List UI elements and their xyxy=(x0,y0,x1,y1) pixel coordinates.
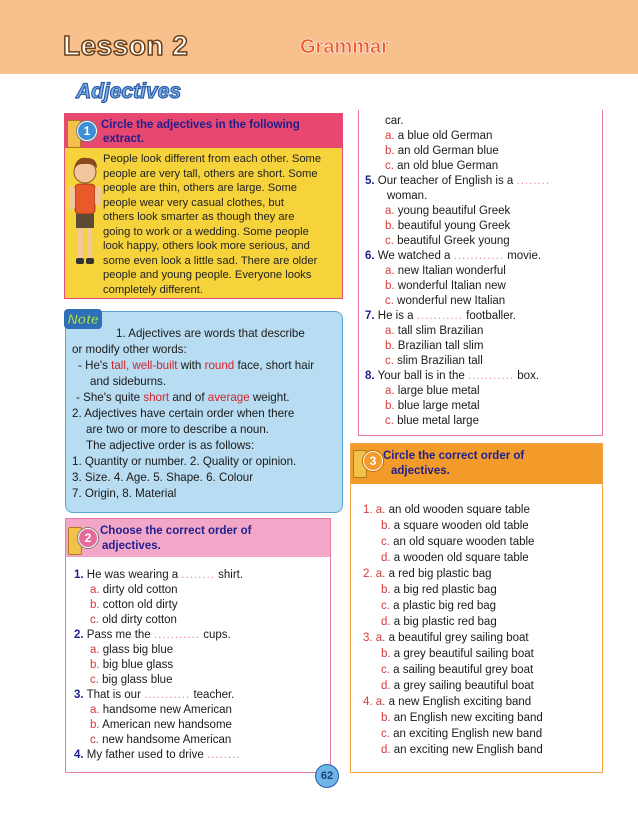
option[interactable] xyxy=(385,144,499,159)
option-text: dirty old cotton xyxy=(99,584,178,596)
option-letter: 1. a. xyxy=(363,504,386,516)
option-text: a big plastic red bag xyxy=(390,616,497,628)
exercise-number-badge: 2 xyxy=(78,528,98,548)
option-letter: b. xyxy=(381,712,391,724)
option[interactable] xyxy=(363,503,530,518)
question-5 xyxy=(365,174,550,189)
option-text: Brazilian tall slim xyxy=(394,340,484,352)
option[interactable] xyxy=(385,264,506,279)
option[interactable] xyxy=(90,583,178,598)
option-text: a beautiful grey sailing boat xyxy=(385,632,529,644)
option[interactable] xyxy=(90,673,172,688)
question-6 xyxy=(365,249,541,264)
option-text: an exciting new English band xyxy=(390,744,543,756)
question-number: 2. xyxy=(74,629,84,641)
option-letter: c. xyxy=(381,664,390,676)
extract-line: people and young people. Everyone looks xyxy=(103,269,312,281)
instruction-line: extract. xyxy=(103,133,144,145)
question-text: We watched a xyxy=(374,250,454,262)
exercise-2-continued xyxy=(358,110,603,436)
exercise-2 xyxy=(65,518,331,773)
option-letter: c. xyxy=(385,160,394,172)
question-text: box. xyxy=(514,370,540,382)
option-text: new handsome American xyxy=(98,734,232,746)
option-letter: c. xyxy=(381,600,390,612)
option-text: blue metal large xyxy=(393,415,479,427)
option-letter: b. xyxy=(90,659,100,671)
option[interactable] xyxy=(385,279,506,294)
note-highlight: average xyxy=(207,391,250,404)
answer-blank[interactable]: ........... xyxy=(144,689,191,701)
option[interactable] xyxy=(381,743,543,758)
option-letter: c. xyxy=(90,734,99,746)
option-letter: c. xyxy=(90,614,99,626)
option-text: wonderful Italian new xyxy=(394,280,506,292)
question-text: My father used to drive xyxy=(83,749,207,761)
option-letter: b. xyxy=(385,400,395,412)
question-number: 4. xyxy=(74,749,84,761)
instruction-line: Circle the adjectives in the following xyxy=(101,119,300,131)
option-text: a square wooden old table xyxy=(390,520,529,532)
option-text: big glass blue xyxy=(98,674,173,686)
exercise-1 xyxy=(64,113,343,299)
section-title: Grammar xyxy=(300,36,389,58)
option[interactable] xyxy=(385,339,483,354)
option-text: an exciting English new band xyxy=(389,728,543,740)
answer-blank[interactable]: ........... xyxy=(467,370,515,382)
option[interactable] xyxy=(381,727,542,742)
option-text: blue large metal xyxy=(394,400,480,412)
option-letter: b. xyxy=(90,719,100,731)
option-letter: a. xyxy=(385,265,395,277)
note-highlight: tall, well-built xyxy=(111,359,178,372)
question-4 xyxy=(74,748,241,763)
option-text: slim Brazilian tall xyxy=(393,355,483,367)
option-text: a plastic big red bag xyxy=(389,600,497,612)
note-badge: Note xyxy=(64,309,102,329)
option[interactable] xyxy=(90,643,173,658)
option[interactable] xyxy=(385,294,505,309)
option[interactable] xyxy=(381,663,533,678)
option-text: a blue old German xyxy=(394,130,493,142)
extract-line: look happy, others look more serious, and xyxy=(103,240,310,252)
option[interactable] xyxy=(385,129,492,144)
option-letter: c. xyxy=(385,415,394,427)
option-text: beautiful young Greek xyxy=(394,220,511,232)
option-letter: c. xyxy=(385,295,394,307)
question-text: teacher. xyxy=(190,689,235,701)
option[interactable] xyxy=(90,598,178,613)
question-number: 6. xyxy=(365,250,375,262)
note-line: The adjective order is as follows: xyxy=(86,439,255,452)
question-2 xyxy=(74,628,231,643)
option[interactable] xyxy=(363,631,529,646)
option-text: wonderful new Italian xyxy=(393,295,506,307)
option-text: young beautiful Greek xyxy=(394,205,511,217)
option-text: cotton old dirty xyxy=(99,599,178,611)
answer-blank[interactable]: ............ xyxy=(453,250,504,262)
question-text: cups. xyxy=(200,629,231,641)
option-text: a sailing beautiful grey boat xyxy=(389,664,534,676)
option-letter: b. xyxy=(385,340,395,352)
note-text: face, short hair xyxy=(234,359,315,372)
option-letter: d. xyxy=(381,616,391,628)
option-letter: c. xyxy=(385,235,394,247)
note-line: 3. Size. 4. Age. 5. Shape. 6. Colour xyxy=(72,471,254,484)
option-letter: b. xyxy=(381,584,391,596)
extract-line: some even look a little sad. There are older xyxy=(103,254,318,267)
option[interactable] xyxy=(385,324,483,339)
extract-line: people are very tall, others are short. Some xyxy=(103,167,318,180)
option[interactable] xyxy=(381,583,497,598)
note-highlight: round xyxy=(204,359,235,372)
option-letter: d. xyxy=(381,680,391,692)
question-3 xyxy=(74,688,234,703)
option[interactable] xyxy=(90,613,177,628)
option[interactable] xyxy=(381,519,529,534)
option-letter: a. xyxy=(385,385,395,397)
option-text: a wooden old square table xyxy=(390,552,529,564)
option[interactable] xyxy=(381,647,534,662)
question-text: Your ball is in the xyxy=(374,370,468,382)
question-4-continued: car. xyxy=(385,115,404,127)
option-letter: a. xyxy=(90,584,100,596)
option-text: an old blue German xyxy=(393,160,499,172)
extract-line: People look different from each other. Some xyxy=(103,153,322,165)
option[interactable] xyxy=(90,733,231,748)
question-text: footballer. xyxy=(462,310,517,322)
option-text: old dirty cotton xyxy=(98,614,177,626)
instruction-line: Circle the correct order of xyxy=(383,450,525,462)
option-letter: b. xyxy=(385,280,395,292)
note-text: with xyxy=(177,359,205,372)
option-letter: b. xyxy=(381,648,391,660)
option[interactable] xyxy=(385,204,510,219)
option-letter: a. xyxy=(385,325,395,337)
note-example-1 xyxy=(78,358,344,374)
option[interactable] xyxy=(381,679,534,694)
note-text: weight. xyxy=(249,391,290,404)
question-text: Our teacher of English is a xyxy=(374,175,517,187)
question-number: 3. xyxy=(74,689,84,701)
option-text: big blue glass xyxy=(99,659,174,671)
note-text: and of xyxy=(169,391,208,404)
option-letter: 4. a. xyxy=(363,696,386,708)
option-letter: d. xyxy=(381,552,391,564)
answer-blank[interactable]: ........ xyxy=(181,569,215,581)
exercise-number-badge: 3 xyxy=(363,451,383,471)
option-text: glass big blue xyxy=(99,644,174,656)
option[interactable] xyxy=(381,711,543,726)
option-text: an old square wooden table xyxy=(389,536,535,548)
question-number: 1. xyxy=(74,569,84,581)
question-1 xyxy=(74,568,243,583)
exercise-3-instruction xyxy=(383,449,524,479)
question-text: He was wearing a xyxy=(83,569,182,581)
note-line: 1. Quantity or number. 2. Quality or opinion. xyxy=(72,455,297,468)
option-letter: d. xyxy=(381,744,391,756)
exercise-2-instruction xyxy=(100,524,251,554)
note-line: or modify other words: xyxy=(72,343,187,356)
option[interactable] xyxy=(90,658,173,673)
option-text: American new handsome xyxy=(99,719,232,731)
extract-line: people are thin, others are large. Some xyxy=(103,182,298,194)
instruction-line: Choose the correct order of xyxy=(100,525,252,537)
question-text: woman. xyxy=(387,190,428,202)
option[interactable] xyxy=(381,551,529,566)
option-text: beautiful Greek young xyxy=(393,235,510,247)
note-line: are two or more to describe a noun. xyxy=(86,423,270,436)
option[interactable] xyxy=(385,414,479,429)
exercise-3 xyxy=(350,443,603,773)
option-text: a big red plastic bag xyxy=(390,584,497,596)
option-letter: b. xyxy=(385,220,395,232)
note-line: 2. Adjectives have certain order when there xyxy=(72,407,295,420)
boy-illustration xyxy=(67,154,103,274)
option[interactable] xyxy=(363,567,492,582)
option[interactable] xyxy=(381,615,497,630)
note-line: and sideburns. xyxy=(90,375,167,388)
question-8 xyxy=(365,369,539,384)
option-letter: a. xyxy=(90,704,100,716)
question-text: movie. xyxy=(504,250,542,262)
note-example-2 xyxy=(76,390,342,406)
topic-title: Adjectives xyxy=(76,80,182,103)
question-text: He is a xyxy=(374,310,417,322)
option[interactable] xyxy=(385,399,480,414)
note-text: - She's quite xyxy=(76,391,144,404)
option[interactable] xyxy=(381,599,496,614)
option[interactable] xyxy=(385,234,510,249)
lesson-title: Lesson 2 xyxy=(63,30,189,61)
question-7 xyxy=(365,309,516,324)
answer-blank[interactable]: ........ xyxy=(206,749,241,761)
option-text: large blue metal xyxy=(394,385,480,397)
extract-line: going to work or a wedding. Some people xyxy=(103,225,309,238)
option-letter: a. xyxy=(385,205,395,217)
option[interactable] xyxy=(385,159,498,174)
option-letter: b. xyxy=(381,520,391,532)
note-line: 7. Origin, 8. Material xyxy=(72,487,177,500)
question-text: Pass me the xyxy=(83,629,154,641)
note-text: - He's xyxy=(78,359,112,372)
answer-blank[interactable]: ........... xyxy=(416,310,463,322)
option[interactable] xyxy=(381,535,534,550)
option[interactable] xyxy=(385,384,480,399)
instruction-line: adjectives. xyxy=(102,540,161,552)
option-letter: 2. a. xyxy=(363,568,386,580)
option-text: handsome new American xyxy=(99,704,232,716)
option-text: tall slim Brazilian xyxy=(394,325,484,337)
extract-line: completely different. xyxy=(103,283,203,296)
option-text: a grey beautiful sailing boat xyxy=(390,648,534,660)
answer-blank[interactable]: ........... xyxy=(153,629,201,641)
question-text: That is our xyxy=(83,689,145,701)
option-letter: c. xyxy=(90,674,99,686)
instruction-line: adjectives. xyxy=(391,465,450,477)
grammar-note xyxy=(65,311,343,513)
option[interactable] xyxy=(385,354,483,369)
option-letter: c. xyxy=(385,355,394,367)
page-number: 62 xyxy=(315,764,339,788)
option-text: a red big plastic bag xyxy=(385,568,492,580)
option-letter: a. xyxy=(90,644,100,656)
answer-blank[interactable]: ........ xyxy=(516,175,551,187)
option-text: an old wooden square table xyxy=(385,504,530,516)
option-letter: c. xyxy=(381,536,390,548)
option-text: a new English exciting band xyxy=(385,696,532,708)
note-line: 1. Adjectives are words that describe xyxy=(116,327,305,340)
option[interactable] xyxy=(90,718,232,733)
option-letter: b. xyxy=(385,145,395,157)
extract-line: people wear very casual clothes, but xyxy=(103,196,284,209)
option-text: an old German blue xyxy=(394,145,499,157)
option-text: an English new exciting band xyxy=(390,712,543,724)
option-letter: 3. a. xyxy=(363,632,386,644)
option[interactable] xyxy=(363,695,531,710)
option-letter: b. xyxy=(90,599,100,611)
question-text: shirt. xyxy=(214,569,244,581)
option[interactable] xyxy=(385,219,510,234)
option-letter: a. xyxy=(385,130,395,142)
note-highlight: short xyxy=(143,391,170,404)
option-text: new Italian wonderful xyxy=(394,265,506,277)
extract-line: others look smarter as though they are xyxy=(103,211,295,223)
option[interactable] xyxy=(90,703,232,718)
exercise-number-badge: 1 xyxy=(77,121,97,141)
question-number: 7. xyxy=(365,310,375,322)
option-text: a grey sailing beautiful boat xyxy=(390,680,534,692)
option-letter: c. xyxy=(381,728,390,740)
exercise-1-instruction xyxy=(101,118,337,146)
question-number: 5. xyxy=(365,175,375,187)
question-number: 8. xyxy=(365,370,375,382)
reading-extract xyxy=(103,152,337,297)
